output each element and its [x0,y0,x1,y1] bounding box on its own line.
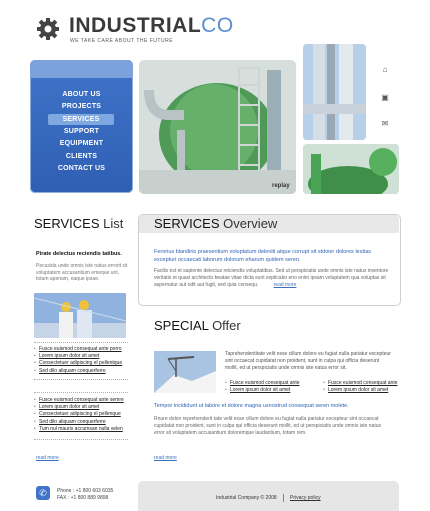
privacy-policy-link[interactable]: Privacy policy [290,495,321,501]
services-bullet-link[interactable]: • Fusce euismod consequat ante porro [34,346,134,353]
services-bullet-link[interactable]: • Tum nul mauris accumsan nulla velen [34,426,134,433]
special-offer-text: Rnure dolon reprehenderit tate velit esse cillum dolore eu fugiat nulla pariatur excepteur sint occaecat cupidatat non proident, sunt in culpa qui officia deserunt mollit, ed ut perspiciatis unde omnis iste natus error sit voluptatem accusantium doloremque laudantium, totam rem. [154,416,381,436]
special-offer-bullet-link[interactable]: • Lorem ipsum dolor sit amet [323,387,403,394]
nav-item-contact-us[interactable]: CONTACT US [57,164,106,172]
special-offer-highlight-text: Tempor incididunt ut labore et dolore magna usnostrud consequat seren molete. [154,403,349,409]
special-offer-title-light: Offer [212,318,241,333]
services-list-title [34,216,123,231]
nav-item-services[interactable]: SERVICES [48,114,114,125]
special-offer-read-more[interactable]: read more [154,455,177,461]
services-bullet-link[interactable]: • Lorem ipsum dolor sit amet [34,353,134,360]
nav-item-equipment[interactable]: EQUIPMENT [59,140,104,148]
gear-logo-icon [36,17,60,41]
special-offer-title [154,318,241,333]
overview-title-bold: SERVICES [154,216,220,231]
overview-title-light: Overview [223,216,278,231]
special-offer-bullet-link[interactable]: • Fusce euismod consequat ante [323,380,403,387]
special-offer-bullet-link[interactable]: • Fusce euismod consequat ante [225,380,315,387]
nav-item-support[interactable]: SUPPORT [63,127,100,135]
divider [34,392,128,393]
mail-icon[interactable]: ✉ [381,119,389,128]
replay-button[interactable]: replay [272,183,290,189]
special-offer-bullets-left [225,380,315,394]
services-list-image [34,293,126,338]
tagline: WE TAKE CARE ABOUT THE FUTURE [70,38,174,44]
services-bullets-2 [34,397,134,433]
hero-image-valves [303,144,399,194]
services-list-text: Pecusida unde omnis iste natus errorit sit voluptatem accusantium emeque unt, totam aperiam, eaque ipsae. [36,263,128,282]
phone-number: Phone : +1 800 603 6035 [57,488,114,494]
logo-main-text: INDUSTRIAL [69,14,202,37]
overview-highlight-text: Ferorius blandiris praesentium voluptatum deleniti atque corrupt sit stdoier dolores lestias excepturi occaecati laborum dolorum eharum quidem seren. [154,249,372,263]
nav-header-strip [30,60,133,78]
services-list-title-light: List [103,216,124,231]
special-offer-image [154,351,216,393]
services-bullet-link[interactable]: • Sed dilo aliquam conquerferre [34,419,134,426]
logo-accent-text: CO [201,14,234,37]
special-offer-title-bold: SPECIAL [154,318,209,333]
special-offer-bullet-link[interactable]: • Lorem ipsum dolor sit amet [225,387,315,394]
divider [34,342,128,343]
phone-icon: ✆ [36,486,50,500]
home-icon[interactable]: ⌂ [382,65,388,74]
hero-image-main [139,60,296,194]
nav-item-about-us[interactable]: ABOUT US [62,91,101,98]
services-list-title-bold: SERVICES [34,216,100,231]
contact-numbers [57,488,113,502]
nav-item-projects[interactable]: PROJECTS [61,103,102,111]
footer-divider [283,494,284,502]
contact-card-icon[interactable]: ▣ [381,93,389,102]
overview-text [154,268,390,289]
overview-read-more[interactable]: read more [273,282,297,288]
services-bullet-link[interactable]: • Consectetuer adipiscing el pellentque [34,360,134,367]
overview-body: Facilis est et sapiente delectus reiciendis voluptatibus. Sed ut perspiciatis unde omnis iste natus inventore veritatis et quasi architecto beatae vitae dicta sunt explicabo eno enim ipsam voluptatem qua voluptas sit aspernatur aut odit aut fugit, sed quia consequ. [154,268,389,288]
hero-image-pipes [303,44,366,140]
divider [34,379,128,380]
special-offer-bullets-right [323,380,403,394]
fax-number: FAX : +1 800 889 9898 [57,495,109,501]
overview-title [154,216,277,231]
services-bullet-link[interactable]: • Fusce euismod consequat ante semre [34,397,134,404]
services-list-subtitle: Pirate delectus reciendis tatibus. [36,251,122,257]
logo[interactable] [69,14,234,38]
services-bullets-1 [34,346,134,375]
special-offer-description: Taprehendentitate velit esse cillum dolore eu fugiat nulla pariatur excepteur sint occaecat cupidatat non proident, sunt in culpa qui officia deserunt mollit, ed ut perspiciatis unde omnis iste natus error sit. [225,351,391,371]
copyright-text: Industrial Company © 2008 [216,495,277,501]
services-list-read-more[interactable]: read more [36,455,59,461]
divider [34,439,128,440]
nav-item-clients[interactable]: CLIENTS [65,152,98,160]
services-bullet-link[interactable]: • Sed dilo aliquam conquerferre [34,368,134,375]
services-bullet-link[interactable]: • Consectetuer adipiscing el pellenque [34,411,134,418]
services-bullet-link[interactable]: • Lorem ipsum dolor sit amet [34,404,134,411]
